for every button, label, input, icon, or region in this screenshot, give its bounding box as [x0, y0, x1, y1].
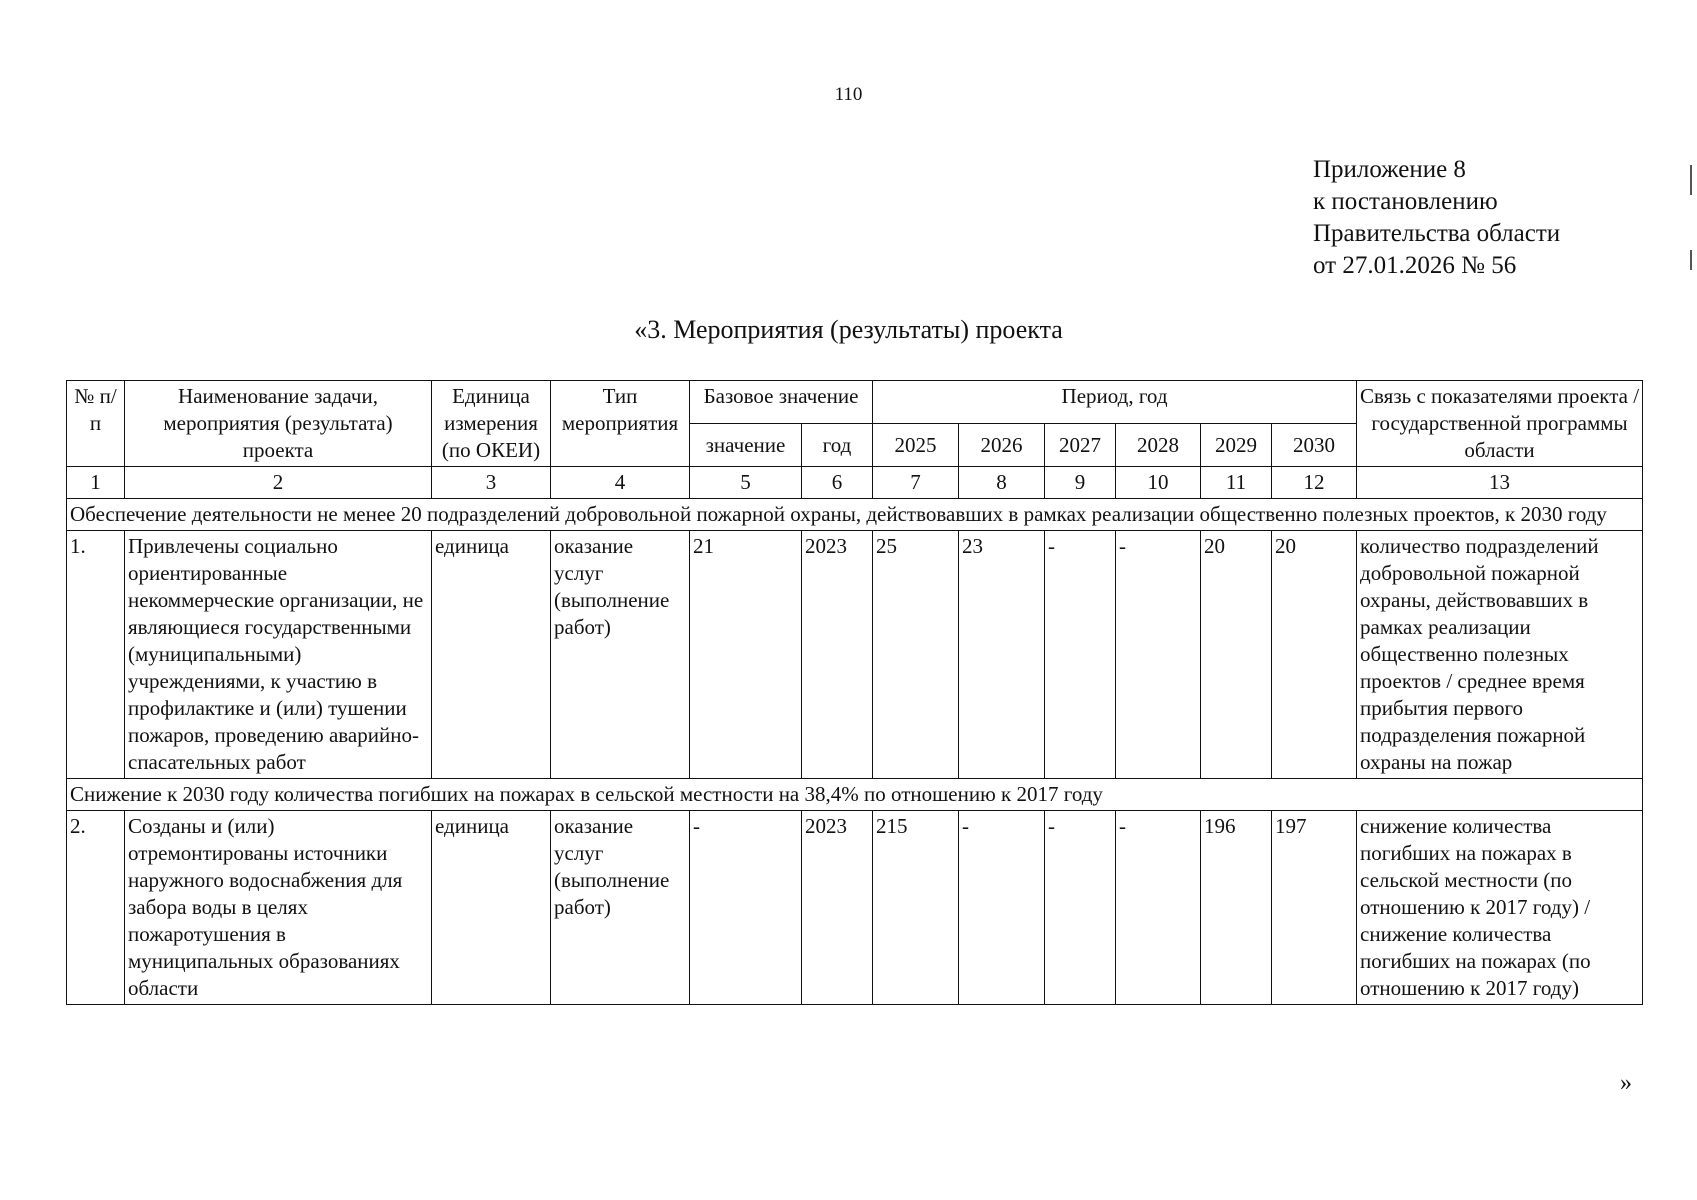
row-y2027: - — [1045, 531, 1116, 779]
header-year: 2025 — [873, 424, 959, 467]
column-number: 9 — [1045, 467, 1116, 499]
row-base-year: 2023 — [802, 811, 873, 1005]
header-year: 2030 — [1272, 424, 1357, 467]
column-number: 8 — [959, 467, 1045, 499]
row-y2025: 215 — [873, 811, 959, 1005]
document-title: «3. Мероприятия (результаты) проекта — [634, 315, 1063, 344]
header-year: 2028 — [1116, 424, 1201, 467]
row-type: оказание услуг (выполнение работ) — [551, 811, 690, 1005]
row-num: 2. — [67, 811, 125, 1005]
column-number: 4 — [551, 467, 690, 499]
column-number: 5 — [690, 467, 802, 499]
header-base: Базовое значение — [690, 381, 873, 424]
header-year: 2026 — [959, 424, 1045, 467]
row-y2027: - — [1045, 811, 1116, 1005]
row-y2028: - — [1116, 811, 1201, 1005]
appendix-line: Правительства области — [1313, 220, 1561, 247]
column-number: 13 — [1357, 467, 1643, 499]
row-num: 1. — [67, 531, 125, 779]
column-number: 2 — [125, 467, 432, 499]
row-y2026: - — [959, 811, 1045, 1005]
scan-edge-mark — [1690, 165, 1692, 195]
row-y2030: 197 — [1272, 811, 1357, 1005]
appendix-block — [1313, 154, 1560, 282]
header-year: 2027 — [1045, 424, 1116, 467]
activities-table — [66, 380, 1643, 1005]
row-link: количество подразделений добровольной пожарной охраны, действовавших в рамках реализации общественно полезных проектов / среднее время прибытия первого подразделения пожарной охраны на пожар — [1357, 531, 1643, 779]
column-number: 6 — [802, 467, 873, 499]
header-period: Период, год — [873, 381, 1357, 424]
row-unit: единица — [432, 811, 551, 1005]
row-name: Созданы и (или) отремонтированы источники наружного водоснабжения для забора воды в целях пожаротушения в муниципальных образованиях области — [125, 811, 432, 1005]
header-base-value: значение — [690, 424, 802, 467]
header-row — [67, 381, 1643, 424]
header-type: Тип мероприятия — [551, 381, 690, 467]
row-y2026: 23 — [959, 531, 1045, 779]
header-base-year: год — [802, 424, 873, 467]
appendix-line: Приложение 8 — [1313, 156, 1466, 183]
section-row — [67, 499, 1643, 531]
row-y2029: 20 — [1201, 531, 1272, 779]
section-title: Обеспечение деятельности не менее 20 подразделений добровольной пожарной охраны, действовавших в рамках реализации общественно полезных проектов, к 2030 году — [67, 499, 1643, 531]
table-row — [67, 811, 1643, 1005]
row-unit: единица — [432, 531, 551, 779]
header-num: № п/п — [67, 381, 125, 467]
row-y2030: 20 — [1272, 531, 1357, 779]
appendix-line: от 27.01.2026 № 56 — [1313, 252, 1517, 279]
header-name: Наименование задачи, мероприятия (результата) проекта — [125, 381, 432, 467]
section-title: Снижение к 2030 году количества погибших на пожарах в сельской местности на 38,4% по отношению к 2017 году — [67, 779, 1643, 811]
column-number: 3 — [432, 467, 551, 499]
closing-quote: » — [1620, 1070, 1632, 1096]
row-y2029: 196 — [1201, 811, 1272, 1005]
section-row — [67, 779, 1643, 811]
scan-edge-mark — [1690, 250, 1692, 270]
row-type: оказание услуг (выполнение работ) — [551, 531, 690, 779]
header-year: 2029 — [1201, 424, 1272, 467]
table-row — [67, 531, 1643, 779]
row-name: Привлечены социально ориентированные некоммерческие организации, не являющиеся государственными (муниципальными) учреждениями, к участию в профилактике и (или) тушении пожаров, проведению аварийно-спасательных работ — [125, 531, 432, 779]
column-number: 7 — [873, 467, 959, 499]
appendix-line: к постановлению — [1313, 188, 1498, 215]
row-link: снижение количества погибших на пожарах в сельской местности (по отношению к 2017 году) / снижение количества погибших на пожарах (по отношению к 2017 году) — [1357, 811, 1643, 1005]
header-unit: Единица измерения (по ОКЕИ) — [432, 381, 551, 467]
row-base-value: - — [690, 811, 802, 1005]
column-number: 10 — [1116, 467, 1201, 499]
column-number-row — [67, 467, 1643, 499]
page-number: 110 — [834, 84, 863, 105]
column-number: 11 — [1201, 467, 1272, 499]
row-base-value: 21 — [690, 531, 802, 779]
column-number: 12 — [1272, 467, 1357, 499]
header-link: Связь с показателями проекта / государственной программы области — [1357, 381, 1643, 467]
column-number: 1 — [67, 467, 125, 499]
row-y2028: - — [1116, 531, 1201, 779]
row-base-year: 2023 — [802, 531, 873, 779]
row-y2025: 25 — [873, 531, 959, 779]
